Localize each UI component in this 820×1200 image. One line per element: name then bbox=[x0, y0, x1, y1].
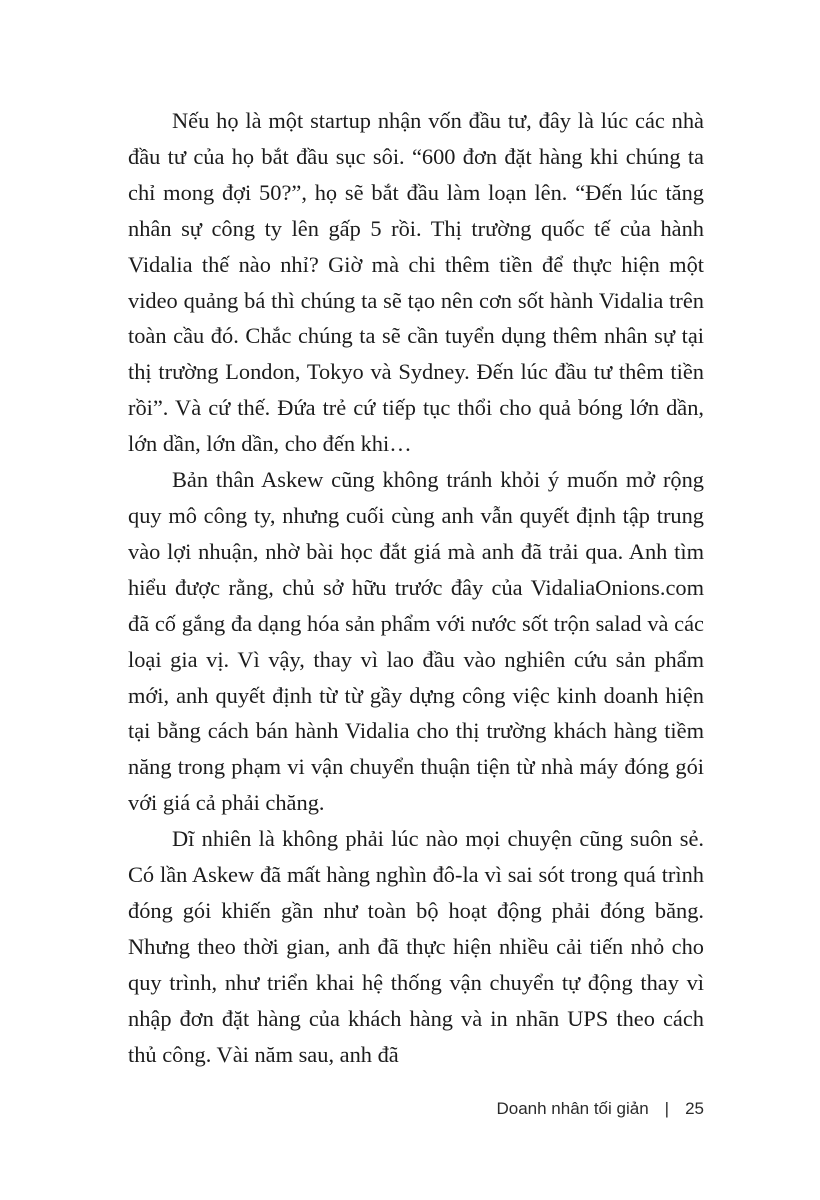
footer-separator: | bbox=[664, 1099, 670, 1118]
paragraph-3: Dĩ nhiên là không phải lúc nào mọi chuyện cũng suôn sẻ. Có lần Askew đã mất hàng nghìn đô-la vì sai sót trong quá trình đóng gói khiến gần như toàn bộ hoạt động phải đóng băng. Nhưng theo thời gian, anh đã thực hiện nhiều cải tiến nhỏ cho quy trình, như triển khai hệ thống vận chuyển tự động thay vì nhập đơn đặt hàng của khách hàng và in nhãn UPS theo cách thủ công. Vài năm sau, anh đã bbox=[128, 826, 704, 1067]
page-number: 25 bbox=[685, 1099, 704, 1118]
page-footer bbox=[496, 1099, 704, 1119]
body-text bbox=[128, 103, 704, 1072]
running-title: Doanh nhân tối giản bbox=[496, 1099, 649, 1118]
paragraph-1: Nếu họ là một startup nhận vốn đầu tư, đây là lúc các nhà đầu tư của họ bắt đầu sục sôi. “600 đơn đặt hàng khi chúng ta chỉ mong đợi 50?”, họ sẽ bắt đầu làm loạn lên. “Đến lúc tăng nhân sự công ty lên gấp 5 rồi. Thị trường quốc tế của hành Vidalia thế nào nhỉ? Giờ mà chi thêm tiền để thực hiện một video quảng bá thì chúng ta sẽ tạo nên cơn sốt hành Vidalia trên toàn cầu đó. Chắc chúng ta sẽ cần tuyển dụng thêm nhân sự tại thị trường London, Tokyo và Sydney. Đến lúc đầu tư thêm tiền rồi”. Và cứ thế. Đứa trẻ cứ tiếp tục thổi cho quả bóng lớn dần, lớn dần, lớn dần, cho đến khi… bbox=[128, 108, 704, 457]
paragraph-2: Bản thân Askew cũng không tránh khỏi ý muốn mở rộng quy mô công ty, nhưng cuối cùng anh vẫn quyết định tập trung vào lợi nhuận, nhờ bài học đắt giá mà anh đã trải qua. Anh tìm hiểu được rằng, chủ sở hữu trước đây của VidaliaOnions.com đã cố gắng đa dạng hóa sản phẩm với nước sốt trộn salad và các loại gia vị. Vì vậy, thay vì lao đầu vào nghiên cứu sản phẩm mới, anh quyết định từ từ gầy dựng công việc kinh doanh hiện tại bằng cách bán hành Vidalia cho thị trường khách hàng tiềm năng trong phạm vi vận chuyển thuận tiện từ nhà máy đóng gói với giá cả phải chăng. bbox=[128, 467, 704, 816]
